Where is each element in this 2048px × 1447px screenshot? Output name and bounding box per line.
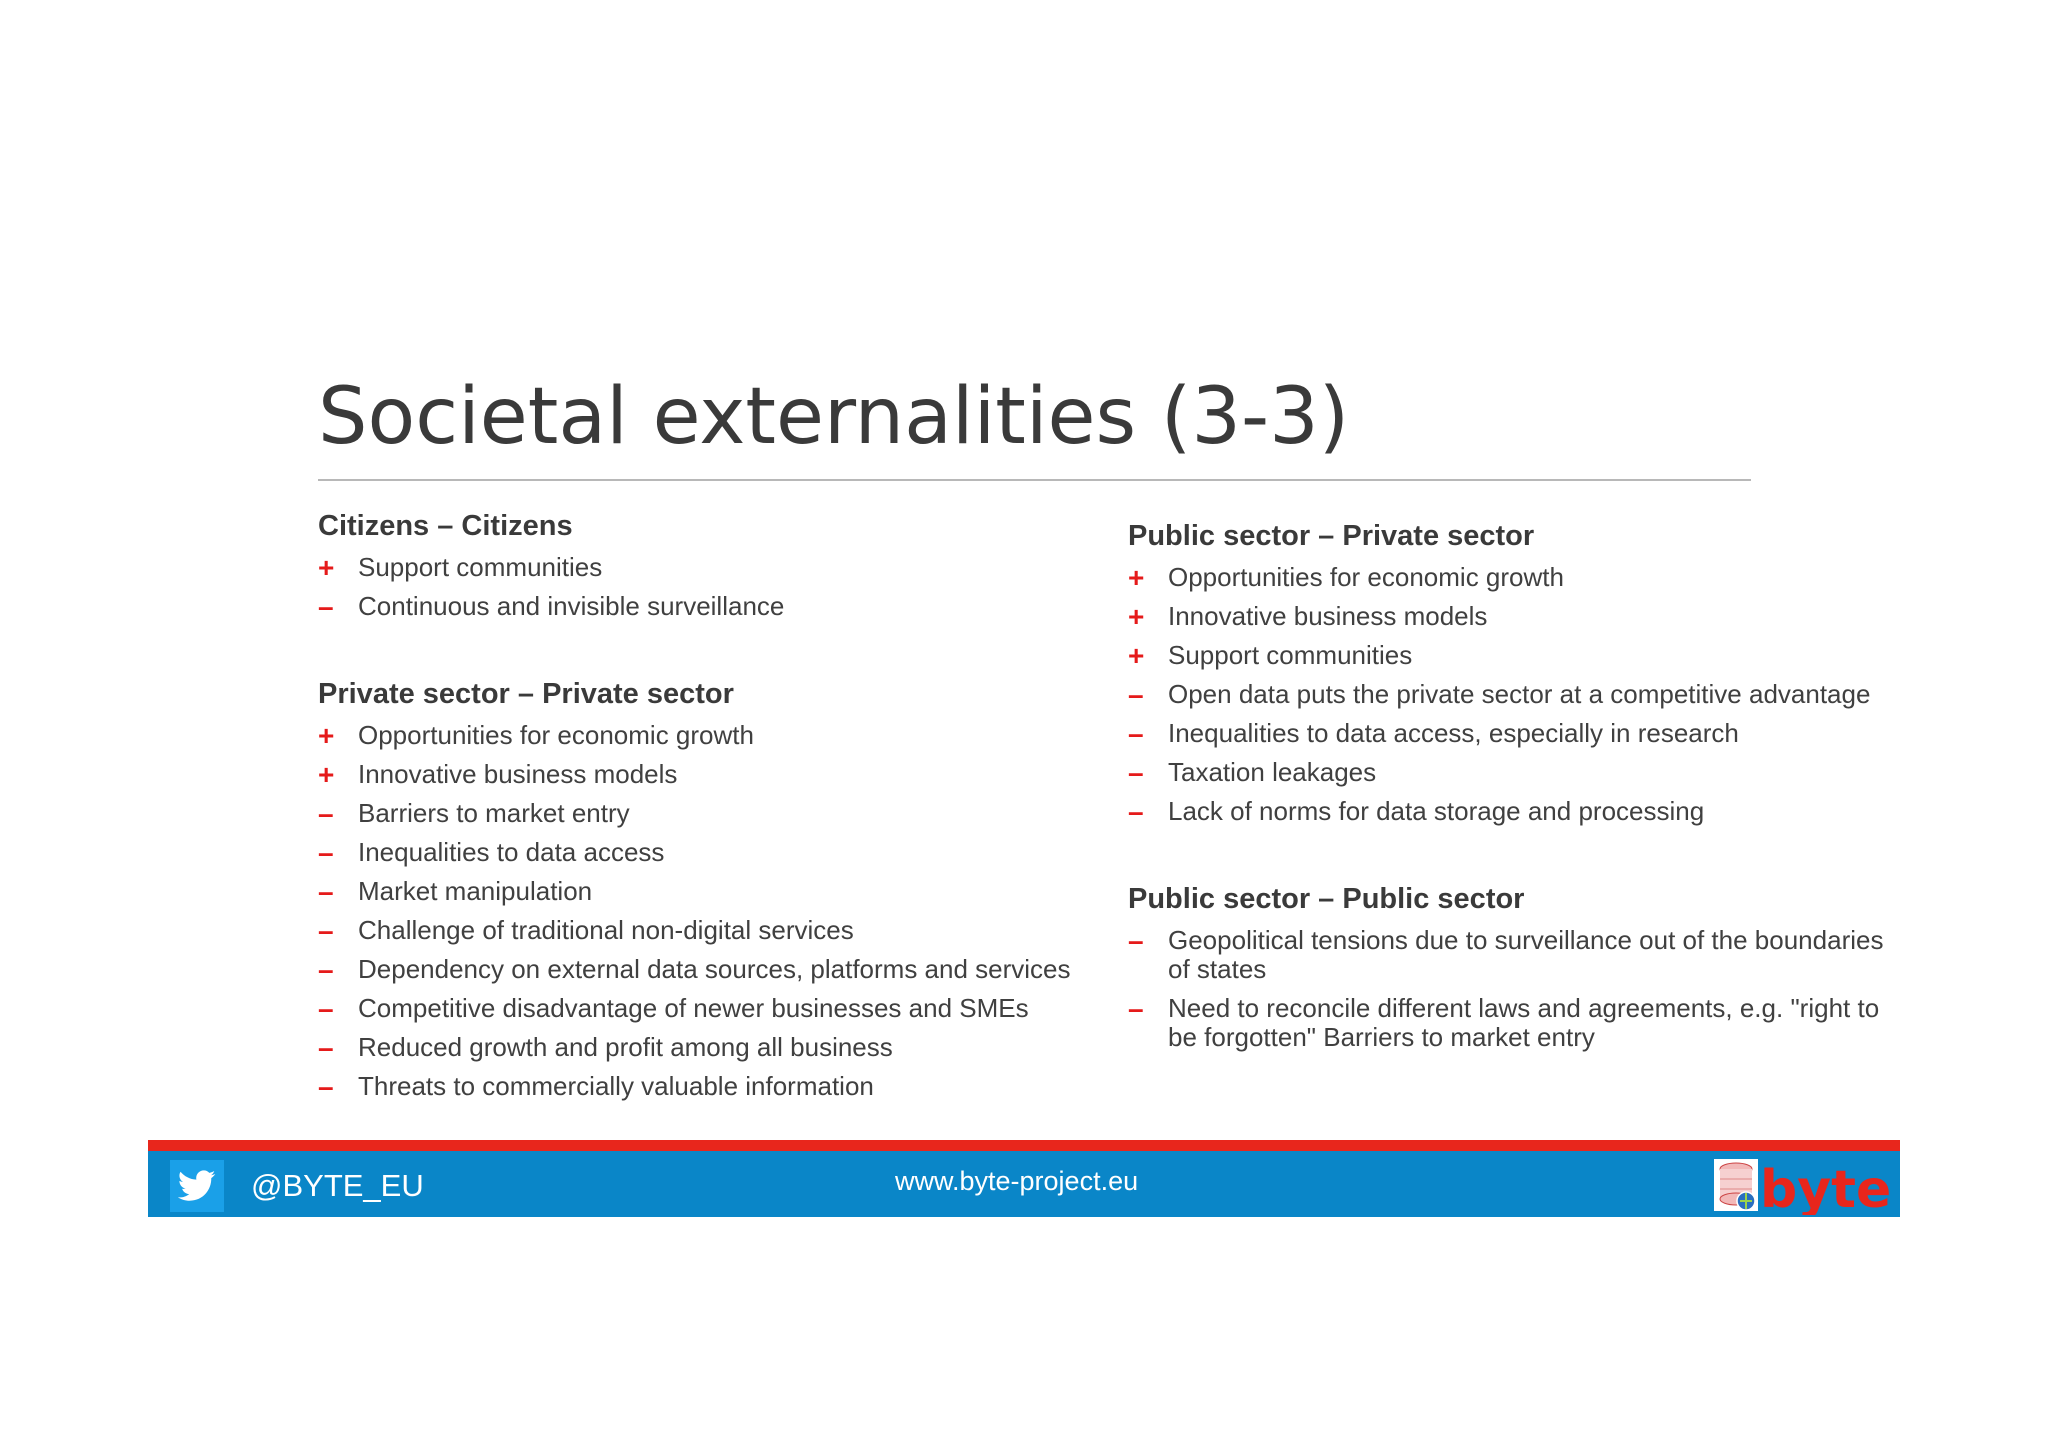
byte-logo	[1714, 1157, 1896, 1215]
item-text: Open data puts the private sector at a competitive advantage	[1168, 679, 1871, 709]
title-divider	[318, 479, 1751, 481]
item-text: Geopolitical tensions due to surveillance out of the boundaries of states	[1168, 925, 1884, 984]
plus-sign: +	[1128, 601, 1145, 632]
list-item	[318, 553, 1098, 582]
list-item	[318, 721, 1098, 750]
item-text: Market manipulation	[358, 876, 593, 906]
minus-sign: –	[318, 1032, 334, 1063]
list-item	[1128, 994, 1908, 1052]
database-globe-icon	[1714, 1159, 1758, 1211]
section-title: Public sector – Private sector	[1128, 520, 1535, 552]
item-text: Support communities	[358, 552, 603, 582]
item-text: Taxation leakages	[1168, 757, 1377, 787]
item-text: Inequalities to data access, especially in research	[1168, 718, 1739, 748]
minus-sign: –	[318, 993, 334, 1024]
item-text: Inequalities to data access	[358, 837, 665, 867]
twitter-handle[interactable]: @BYTE_EU	[251, 1168, 424, 1203]
twitter-bird-icon[interactable]	[170, 1160, 224, 1212]
minus-sign: –	[318, 915, 334, 946]
item-text: Reduced growth and profit among all business	[358, 1032, 893, 1062]
list-item	[318, 838, 1098, 867]
footer-red-stripe	[148, 1140, 1900, 1151]
plus-sign: +	[318, 552, 335, 583]
minus-sign: –	[1128, 679, 1144, 710]
list-item	[318, 1072, 1098, 1101]
item-text: Opportunities for economic growth	[358, 720, 754, 750]
minus-sign: –	[1128, 757, 1144, 788]
item-text: Lack of norms for data storage and processing	[1168, 796, 1705, 826]
list-item	[318, 916, 1098, 945]
minus-sign: –	[318, 798, 334, 829]
slide-title: Societal externalities (3-3)	[318, 372, 1350, 462]
minus-sign: –	[318, 1071, 334, 1102]
right-column	[1128, 515, 1908, 1088]
list-item	[318, 1033, 1098, 1062]
item-text: Barriers to market entry	[358, 798, 630, 828]
list-item	[1128, 926, 1908, 984]
footer-banner	[148, 1140, 1900, 1217]
minus-sign: –	[318, 954, 334, 985]
minus-sign: –	[1128, 925, 1144, 956]
minus-sign: –	[1128, 796, 1144, 827]
list-item	[1128, 563, 1908, 592]
list-item	[1128, 641, 1908, 670]
item-text: Innovative business models	[1168, 601, 1488, 631]
list-item	[318, 760, 1098, 789]
item-text: Dependency on external data sources, platforms and services	[358, 954, 1071, 984]
section-title: Citizens – Citizens	[318, 510, 573, 542]
minus-sign: –	[318, 837, 334, 868]
svg-text:byte: byte	[1760, 1160, 1892, 1215]
list-item	[1128, 797, 1908, 826]
item-text: Challenge of traditional non-digital services	[358, 915, 854, 945]
item-text: Opportunities for economic growth	[1168, 562, 1564, 592]
plus-sign: +	[1128, 640, 1145, 671]
list-item	[1128, 602, 1908, 631]
item-text: Need to reconcile different laws and agreements, e.g. "right to be forgotten" Barriers to market entry	[1168, 993, 1880, 1052]
list-item	[318, 592, 1098, 621]
list-item	[318, 955, 1098, 984]
item-text: Support communities	[1168, 640, 1413, 670]
section-citizens-citizens	[318, 505, 1098, 621]
left-column	[318, 505, 1098, 1137]
section-private-private	[318, 673, 1098, 1101]
minus-sign: –	[318, 591, 334, 622]
list-item	[318, 877, 1098, 906]
list-item	[1128, 680, 1908, 709]
list-item	[318, 994, 1098, 1023]
plus-sign: +	[318, 720, 335, 751]
section-public-public	[1128, 878, 1908, 1052]
item-text: Competitive disadvantage of newer businesses and SMEs	[358, 993, 1029, 1023]
minus-sign: –	[318, 876, 334, 907]
list-item	[1128, 719, 1908, 748]
list-item	[1128, 758, 1908, 787]
section-public-private	[1128, 515, 1908, 826]
item-text: Innovative business models	[358, 759, 678, 789]
plus-sign: +	[1128, 562, 1145, 593]
list-item	[318, 799, 1098, 828]
minus-sign: –	[1128, 718, 1144, 749]
item-text: Threats to commercially valuable information	[358, 1071, 874, 1101]
plus-sign: +	[318, 759, 335, 790]
website-link[interactable]: www.byte-project.eu	[895, 1166, 1139, 1196]
section-title: Private sector – Private sector	[318, 678, 734, 710]
minus-sign: –	[1128, 993, 1144, 1024]
section-title: Public sector – Public sector	[1128, 883, 1525, 915]
item-text: Continuous and invisible surveillance	[358, 591, 785, 621]
